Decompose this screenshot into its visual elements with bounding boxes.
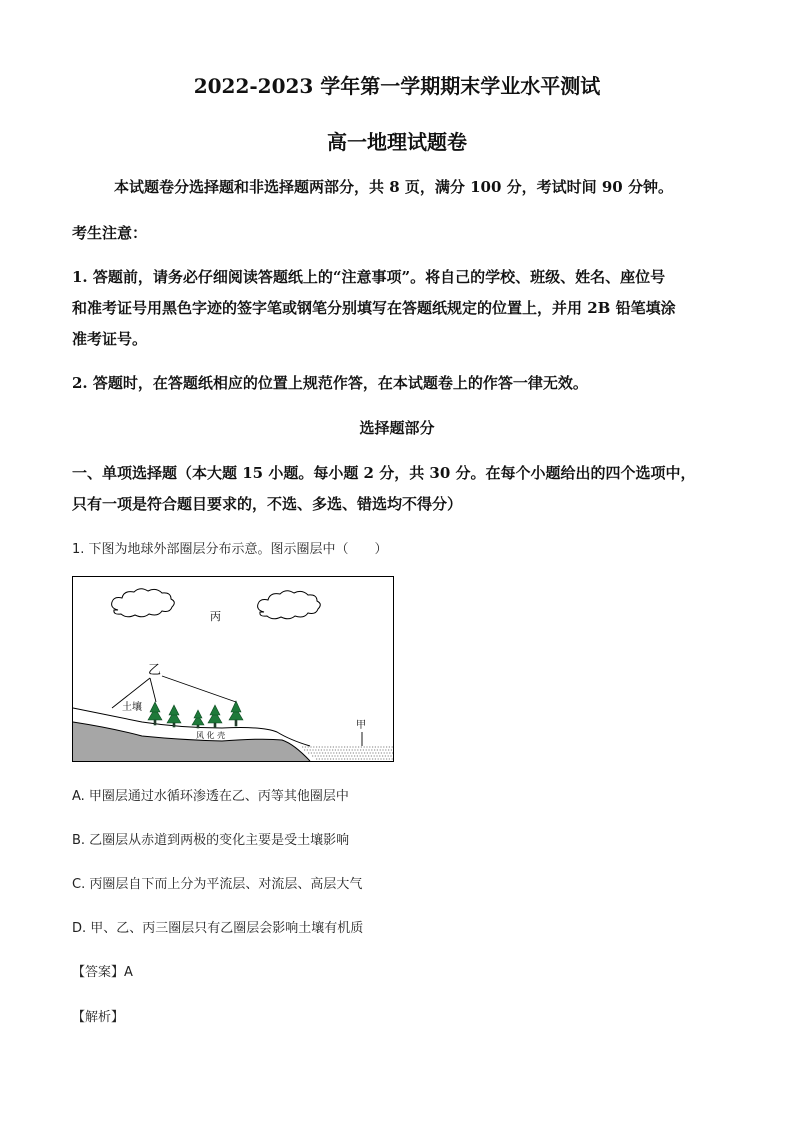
- exam-subtitle: 高一地理试题卷: [327, 130, 467, 154]
- option-c: C. 丙圈层自下而上分为平流层、对流层、高层大气: [72, 877, 363, 892]
- label-yi: 乙: [148, 663, 162, 678]
- intro-text: 本试题卷分选择题和非选择题两部分，共 8 页，满分 100 分，考试时间 90 分钟。: [114, 178, 673, 196]
- option-b: B. 乙圈层从赤道到两极的变化主要是受土壤影响: [72, 833, 350, 848]
- part1-instructions-line-1: 一、单项选择题（本大题 15 小题。每小题 2 分，共 30 分。在每个小题给出的四个选项中，: [72, 464, 696, 482]
- water-body: [300, 746, 393, 761]
- option-a: A. 甲圈层通过水循环渗透在乙、丙等其他圈层中: [72, 789, 349, 804]
- label-bing: 丙: [210, 610, 221, 623]
- section-title: 选择题部分: [359, 419, 435, 437]
- question-1-stem: 1. 下图为地球外部圈层分布示意。图示圈层中（ ）: [72, 542, 388, 557]
- exam-title: 2022-2023 学年第一学期期末学业水平测试: [193, 74, 601, 98]
- notice-heading: 考生注意：: [72, 224, 148, 242]
- analysis-label: 【解析】: [72, 1010, 125, 1025]
- notice-item-2: 2. 答题时，在答题纸相应的位置上规范作答，在本试题卷上的作答一律无效。: [72, 374, 588, 392]
- label-weathering: 风 化 壳: [196, 731, 226, 740]
- notice-item-1-line-2: 和准考证号用黑色字迹的签字笔或钢笔分别填写在答题纸规定的位置上，并用 2B 铅笔填涂: [72, 299, 676, 317]
- earth-spheres-figure: [72, 576, 394, 762]
- part1-instructions-line-2: 只有一项是符合题目要求的，不选、多选、错选均不得分）: [72, 495, 463, 513]
- option-d: D. 甲、乙、丙三圈层只有乙圈层会影响土壤有机质: [72, 921, 364, 936]
- label-soil: 土壤: [122, 702, 142, 713]
- notice-item-1-line-1: 1. 答题前，请务必仔细阅读答题纸上的“注意事项”。将自己的学校、班级、姓名、座位号: [72, 268, 666, 286]
- notice-item-1-line-3: 准考证号。: [72, 330, 148, 348]
- answer-label: 【答案】A: [72, 965, 133, 980]
- label-jia: 甲: [356, 720, 366, 731]
